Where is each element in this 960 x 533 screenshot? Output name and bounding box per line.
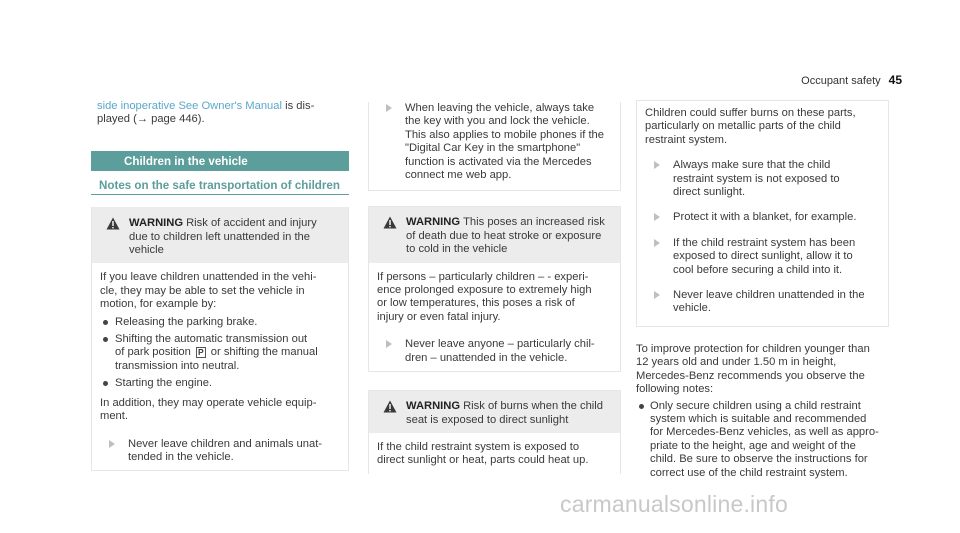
warning-title-line: seat is exposed to direct sunlight xyxy=(406,413,569,426)
step-text: direct sunlight. xyxy=(673,186,746,199)
list-item-text: for Mercedes-Benz vehicles, as well as appro- xyxy=(650,426,879,439)
body-line: In addition, they may operate vehicle equip- xyxy=(100,396,317,409)
body-line: or low temperatures, this poses a risk of xyxy=(377,297,575,310)
step-text: tended in the vehicle. xyxy=(128,450,234,463)
step-arrow-icon xyxy=(386,104,392,112)
bullet-dot xyxy=(639,404,644,409)
body-line: ment. xyxy=(100,410,128,423)
instruction-step xyxy=(377,102,612,182)
list-item xyxy=(100,333,340,373)
instruction-step xyxy=(377,338,612,365)
warning-title-line: to cold in the vehicle xyxy=(406,243,508,256)
body-line: If the child restraint system is exposed to xyxy=(377,440,580,453)
list-item-text: child. Be sure to observe the instructions for xyxy=(650,453,868,466)
step-text: Never leave children and animals unat- xyxy=(128,437,323,450)
instruction-step xyxy=(645,159,880,199)
column-2 xyxy=(368,100,621,474)
body-line: 12 years old and under 1.50 m in height, xyxy=(636,356,837,369)
step-text: When leaving the vehicle, always take xyxy=(405,102,595,114)
step-text: "Digital Car Key in the smartphone" xyxy=(405,142,581,155)
step-text: Never leave anyone – particularly chil- xyxy=(405,338,595,351)
body-line: direct sunlight or heat, parts could heat up. xyxy=(377,454,589,467)
bullet-dot xyxy=(103,337,108,342)
bullet-dot xyxy=(103,381,108,386)
body-line: following notes: xyxy=(636,383,714,396)
body-line: Mercedes-Benz recommends you observe the xyxy=(636,369,865,382)
warning-label: WARNING xyxy=(129,217,184,230)
warning-title: Risk of burns when the child xyxy=(463,400,603,413)
warning-box-children xyxy=(91,207,349,471)
warning-title: Risk of accident and injury xyxy=(186,217,317,230)
list-item xyxy=(100,316,340,329)
body-line: Children could suffer burns on these parts, xyxy=(645,107,856,119)
list-item xyxy=(636,400,889,480)
step-arrow-icon xyxy=(386,340,392,348)
list-item-text: priate to the height, age and weight of the xyxy=(650,439,856,452)
body-line: To improve protection for children younger than xyxy=(636,342,870,355)
step-text: cool before securing a child into it. xyxy=(673,263,843,276)
list-item-text: Shifting the automatic transmission out xyxy=(115,333,308,346)
warning-title-line: of death due to heat stroke or exposure xyxy=(406,229,602,242)
step-text: Always make sure that the child xyxy=(673,159,831,172)
bullet-dot xyxy=(103,320,108,325)
intro-text xyxy=(91,100,349,127)
body-line: If you leave children unattended in the vehi- xyxy=(100,271,317,284)
warning-header xyxy=(369,207,620,262)
warning-box-heat xyxy=(368,206,621,372)
list-item-text: of park position xyxy=(115,346,194,359)
list-item xyxy=(100,377,340,390)
step-text: If the child restraint system has been xyxy=(673,236,856,249)
body-line: injury or even fatal injury. xyxy=(377,310,501,323)
column-1 xyxy=(91,100,349,471)
step-text: function is activated via the Mercedes xyxy=(405,155,592,168)
continued-warning-box xyxy=(636,100,889,327)
warning-icon xyxy=(383,400,397,413)
step-arrow-icon xyxy=(654,239,660,247)
warning-body xyxy=(369,433,620,474)
step-text: This also applies to mobile phones if the xyxy=(405,128,605,141)
intro-text-rest: is dis- xyxy=(281,100,315,112)
list-item-text: Starting the engine. xyxy=(115,377,213,390)
warning-title-line: due to children left unattended in the xyxy=(129,230,310,243)
list-item-text: transmission into neutral. xyxy=(115,359,240,372)
list-item-text: system which is suitable and recommended xyxy=(650,412,867,425)
intro-text-line2: played (→ page 446). xyxy=(97,113,205,126)
body-line: If persons – particularly children – - experi- xyxy=(377,270,589,283)
step-text: dren – unattended in the vehicle. xyxy=(405,351,568,364)
warning-body xyxy=(92,263,348,470)
warning-header xyxy=(369,391,620,433)
warning-body xyxy=(369,263,620,371)
warning-box-burns xyxy=(368,390,621,474)
section-title: Children in the vehicle xyxy=(91,151,349,171)
step-text: exposed to direct sunlight, allow it to xyxy=(673,250,853,263)
warning-icon xyxy=(383,216,397,229)
body-line: ence prolonged exposure to extremely high xyxy=(377,284,592,297)
section-name: Occupant safety xyxy=(801,75,881,87)
list-item-text: correct use of the child restraint system. xyxy=(650,466,848,479)
step-arrow-icon xyxy=(654,161,660,169)
park-symbol-icon: P xyxy=(197,347,204,358)
instruction-step xyxy=(645,237,880,277)
instruction-step xyxy=(645,211,880,224)
subsection-title: Notes on the safe transportation of children xyxy=(91,179,349,195)
step-text: Protect it with a blanket, for example. xyxy=(673,211,857,224)
instruction-step xyxy=(645,289,880,316)
step-text: the key with you and lock the vehicle. xyxy=(405,115,590,128)
list-item-text: Releasing the parking brake. xyxy=(115,315,258,328)
step-text: restraint system is not exposed to xyxy=(673,172,840,185)
body-line: restraint system. xyxy=(645,133,728,146)
instruction-step xyxy=(100,438,340,465)
paragraph xyxy=(636,343,889,480)
body-line: particularly on metallic parts of the child xyxy=(645,120,841,133)
warning-title-line: vehicle xyxy=(129,244,164,257)
step-arrow-icon xyxy=(654,213,660,221)
running-header xyxy=(801,74,902,88)
warning-label: WARNING xyxy=(406,400,461,413)
step-text: connect me web app. xyxy=(405,169,512,182)
watermark: carmanualsonline.info xyxy=(560,491,788,517)
warning-title: This poses an increased risk xyxy=(463,216,605,229)
paragraph xyxy=(100,397,340,424)
page-number: 45 xyxy=(888,73,902,87)
list-item-text: or shifting the manual xyxy=(207,346,318,359)
step-box xyxy=(368,102,621,191)
owners-manual-link[interactable]: side inoperative See Owner's Manual xyxy=(97,100,282,112)
warning-icon xyxy=(106,217,120,230)
body-line: motion, for example by: xyxy=(100,298,217,311)
warning-label: WARNING xyxy=(406,216,461,229)
step-arrow-icon xyxy=(654,291,660,299)
step-text: vehicle. xyxy=(673,302,711,315)
step-text: Never leave children unattended in the xyxy=(673,289,865,302)
column-3 xyxy=(636,100,889,480)
warning-header xyxy=(92,207,348,263)
step-arrow-icon xyxy=(109,440,115,448)
body-line: cle, they may be able to set the vehicle in xyxy=(100,284,305,297)
list-item-text: Only secure children using a child restraint xyxy=(650,399,861,412)
